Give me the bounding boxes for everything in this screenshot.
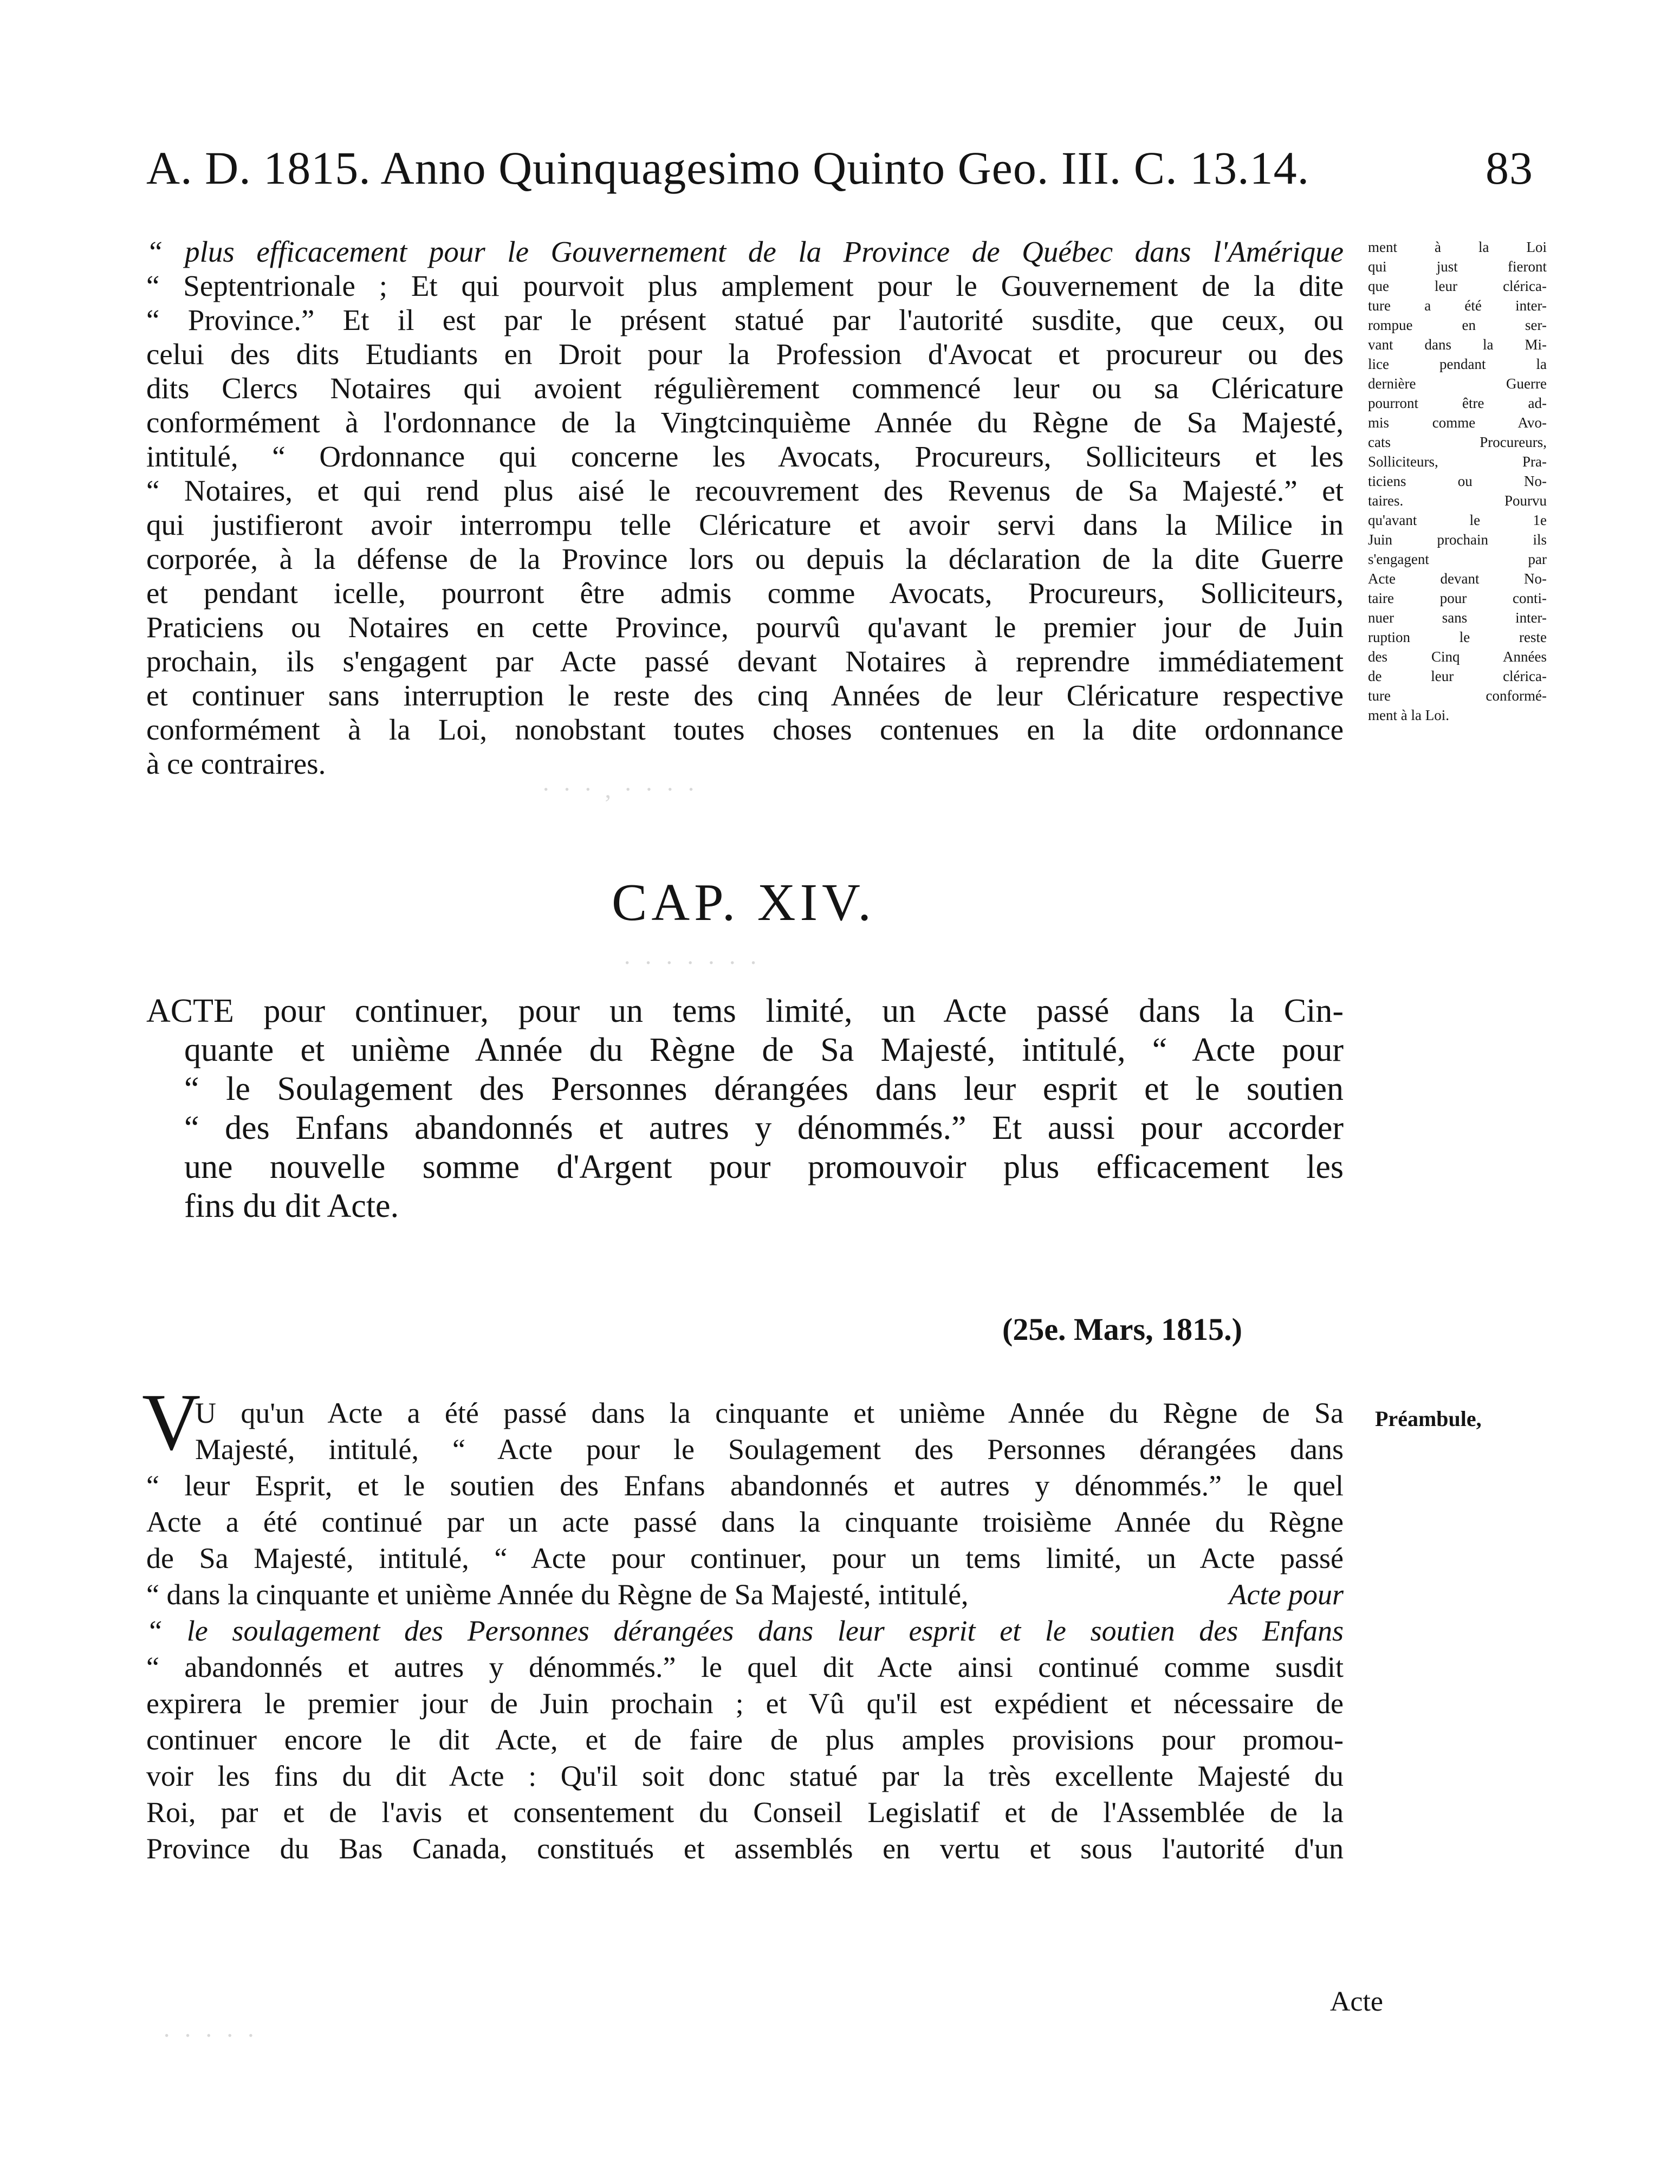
text-line: “ Septentrionale ; Et qui pourvoit plus amplement pour le Gouvernement de la dite <box>146 269 1344 302</box>
margin-note-line: taires. Pourvu <box>1368 492 1547 509</box>
margin-note-line: lice pendant la <box>1368 356 1547 372</box>
margin-note-line: ture a été inter- <box>1368 297 1547 314</box>
margin-note-line: mis comme Avo- <box>1368 414 1547 431</box>
preamble-line: de Sa Majesté, intitulé, “ Acte pour continuer, pour un tems limité, un Acte passé <box>146 1542 1344 1574</box>
preamble-line: continuer encore le dit Acte, et de faire de plus amples provisions pour promou- <box>146 1723 1344 1756</box>
margin-note-line: qu'avant le 1e <box>1368 512 1547 528</box>
text-line: prochain, ils s'engagent par Acte passé devant Notaires à reprendre immédiatement <box>146 645 1344 678</box>
text-line: conformément à la Loi, nonobstant toutes choses contenues en la dite ordonnance <box>146 713 1344 746</box>
running-head <box>146 141 1533 211</box>
show-through: · · · , · · · · <box>542 775 699 803</box>
preamble-line-mixed <box>146 1577 1344 1613</box>
act-title-line: fins du dit Acte. <box>184 1188 399 1224</box>
preamble-line: voir les fins du dit Acte : Qu'il soit donc statué par la très excellente Majesté du <box>146 1760 1344 1792</box>
margin-note-line: s'engagent par <box>1368 551 1547 567</box>
margin-note-line: Acte devant No- <box>1368 571 1547 587</box>
margin-note-line: ture conformé- <box>1368 688 1547 704</box>
text-line: Praticiens ou Notaires en cette Province, pourvû qu'avant le premier jour de Juin <box>146 611 1344 644</box>
margin-note-line: vant dans la Mi- <box>1368 336 1547 353</box>
preamble-line: Acte a été continué par un acte passé dans la cinquante troisième Année du Règne <box>146 1506 1344 1538</box>
margin-note-line: ticiens ou No- <box>1368 473 1547 489</box>
text-line: conformément à l'ordonnance de la Vingtcinquième Année du Règne de Sa Majesté, <box>146 406 1344 439</box>
margin-note-line: qui just fieront <box>1368 258 1547 275</box>
preamble-line: expirera le premier jour de Juin prochain ; et Vû qu'il est expédient et nécessaire de <box>146 1687 1344 1720</box>
text-line: “ Notaires, et qui rend plus aisé le recouvrement des Revenus de Sa Majesté.” et <box>146 474 1344 507</box>
margin-note-line: cats Procureurs, <box>1368 434 1547 450</box>
act-title-line: quante et unième Année du Règne de Sa Majesté, intitulé, “ Acte pour <box>184 1032 1344 1068</box>
margin-note-line: ment à la Loi <box>1368 239 1547 255</box>
preamble-line: Province du Bas Canada, constitués et assemblés en vertu et sous l'autorité d'un <box>146 1832 1344 1865</box>
margin-note-line: de leur clérica- <box>1368 668 1547 684</box>
margin-note-line: taire pour conti- <box>1368 590 1547 606</box>
preamble-italic-fragment: Acte pour <box>1229 1578 1344 1611</box>
preamble-line: “ abandonnés et autres y dénommés.” le quel dit Acte ainsi continué comme susdit <box>146 1651 1344 1683</box>
act-title-line: “ le Soulagement des Personnes dérangées dans leur esprit et le soutien <box>184 1071 1344 1107</box>
margin-note-line: pourront être ad- <box>1368 395 1547 411</box>
act-title-line: ACTE pour continuer, pour un tems limité, un Acte passé dans la Cin- <box>146 993 1344 1029</box>
preamble-margin-note: Préambule, <box>1375 1407 1482 1431</box>
act-title-line: “ des Enfans abandonnés et autres y dénommés.” Et aussi pour accorder <box>184 1110 1344 1146</box>
act-title-line: une nouvelle somme d'Argent pour promouvoir plus efficacement les <box>184 1149 1344 1185</box>
preamble-line: U qu'un Acte a été passé dans la cinquante et unième Année du Règne de Sa <box>195 1397 1344 1429</box>
text-line: “ Province.” Et il est par le présent statué par l'autorité susdite, que ceux, ou <box>146 303 1344 336</box>
margin-note-line: ment à la Loi. <box>1368 707 1449 723</box>
text-line: et continuer sans interruption le reste des cinq Années de leur Cléricature respective <box>146 679 1344 712</box>
text-line: celui des dits Etudiants en Droit pour la Profession d'Avocat et procureur ou des <box>146 338 1344 371</box>
text-line: et pendant icelle, pourront être admis comme Avocats, Procureurs, Solliciteurs, <box>146 576 1344 610</box>
drop-cap: V <box>142 1377 201 1467</box>
text-line: qui justifieront avoir interrompu telle Cléricature et avoir servi dans la Milice in <box>146 508 1344 541</box>
text-line: corporée, à la défense de la Province lors ou depuis la déclaration de la dite Guerre <box>146 542 1344 575</box>
running-head-title: A. D. 1815. Anno Quinquagesimo Quinto Geo. III. C. 13.14. <box>146 142 1310 194</box>
chapter-heading: CAP. XIV. <box>612 873 875 932</box>
catchword: Acte <box>1329 1986 1383 2017</box>
margin-note-line: que leur clérica- <box>1368 278 1547 294</box>
preamble-line: “ le soulagement des Personnes dérangées dans leur esprit et le soutien des Enfans <box>146 1615 1344 1647</box>
text-line: “ plus efficacement pour le Gouvernement de la Province de Québec dans l'Amérique <box>146 235 1344 268</box>
preamble-line-text: “ dans la cinquante et unième Année du Règne de Sa Majesté, intitulé, <box>146 1578 969 1611</box>
page-number: 83 <box>1486 142 1533 194</box>
margin-note-line: nuer sans inter- <box>1368 610 1547 626</box>
margin-note-line: rompue en ser- <box>1368 317 1547 333</box>
preamble-line: “ leur Esprit, et le soutien des Enfans abandonnés et autres y dénommés.” le quel <box>146 1469 1344 1502</box>
text-line: à ce contraires. <box>146 747 326 780</box>
show-through: · · · · · · · <box>623 949 761 976</box>
margin-note-line: dernière Guerre <box>1368 375 1547 392</box>
show-through: · · · · · <box>163 2021 258 2049</box>
preamble-line: Majesté, intitulé, “ Acte pour le Soulagement des Personnes dérangées dans <box>195 1433 1344 1466</box>
margin-note-line: des Cinq Années <box>1368 649 1547 665</box>
text-line: dits Clercs Notaires qui avoient régulièrement commencé leur ou sa Cléricature <box>146 372 1344 405</box>
margin-note-line: ruption le reste <box>1368 629 1547 645</box>
margin-note-line: Solliciteurs, Pra- <box>1368 453 1547 470</box>
enactment-date: (25e. Mars, 1815.) <box>1002 1312 1242 1347</box>
margin-note-line: Juin prochain ils <box>1368 532 1547 548</box>
text-line: intitulé, “ Ordonnance qui concerne les Avocats, Procureurs, Solliciteurs et les <box>146 440 1344 473</box>
preamble-line: Roi, par et de l'avis et consentement du Conseil Legislatif et de l'Assemblée de la <box>146 1796 1344 1829</box>
